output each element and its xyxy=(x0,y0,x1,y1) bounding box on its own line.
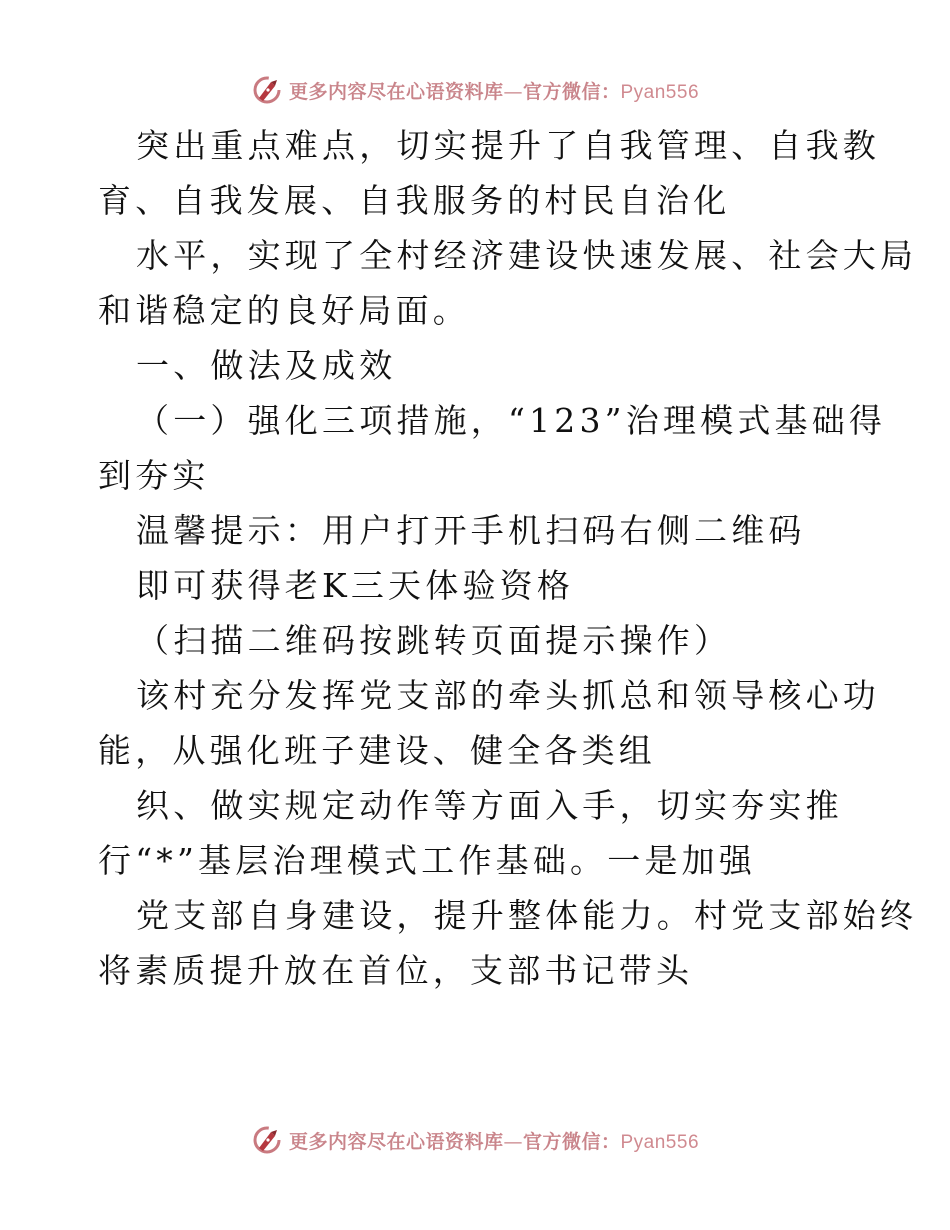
footer-watermark xyxy=(0,1122,950,1158)
notice-line: 即可获得老K三天体验资格 xyxy=(136,566,575,605)
body-line: 将素质提升放在首位，支部书记带头 xyxy=(98,951,694,990)
body-line: 行“*”基层治理模式工作基础。一是加强 xyxy=(98,841,757,880)
pen-nib-logo-icon xyxy=(251,74,283,106)
body-line: 该村充分发挥党支部的牵头抓总和领导核心功 xyxy=(136,676,880,715)
body-line: 党支部自身建设，提升整体能力。村党支部始终 xyxy=(136,896,918,935)
header-watermark xyxy=(0,72,950,108)
body-line: 水平，实现了全村经济建设快速发展、社会大局 xyxy=(136,236,918,275)
body-line: 织、做实规定动作等方面入手，切实夯实推 xyxy=(136,786,843,825)
document-body xyxy=(98,118,918,998)
subsection-heading-cont: 到夯实 xyxy=(98,456,210,495)
body-line: 和谐稳定的良好局面。 xyxy=(98,291,470,330)
pen-nib-logo-icon xyxy=(251,1124,283,1156)
watermark-text: 更多内容尽在心语资料库—官方微信：Pyan556 xyxy=(288,80,700,103)
watermark-text: 更多内容尽在心语资料库—官方微信：Pyan556 xyxy=(288,1130,700,1153)
notice-line: 温馨提示：用户打开手机扫码右侧二维码 xyxy=(136,511,806,550)
body-line: 能，从强化班子建设、健全各类组 xyxy=(98,731,656,770)
subsection-heading: （一）强化三项措施，“123”治理模式基础得 xyxy=(136,401,887,440)
body-line: 育、自我发展、自我服务的村民自治化 xyxy=(98,181,731,220)
section-heading: 一、做法及成效 xyxy=(136,346,397,385)
body-line: 突出重点难点，切实提升了自我管理、自我教 xyxy=(136,126,880,165)
notice-line: （扫描二维码按跳转页面提示操作） xyxy=(136,621,732,660)
